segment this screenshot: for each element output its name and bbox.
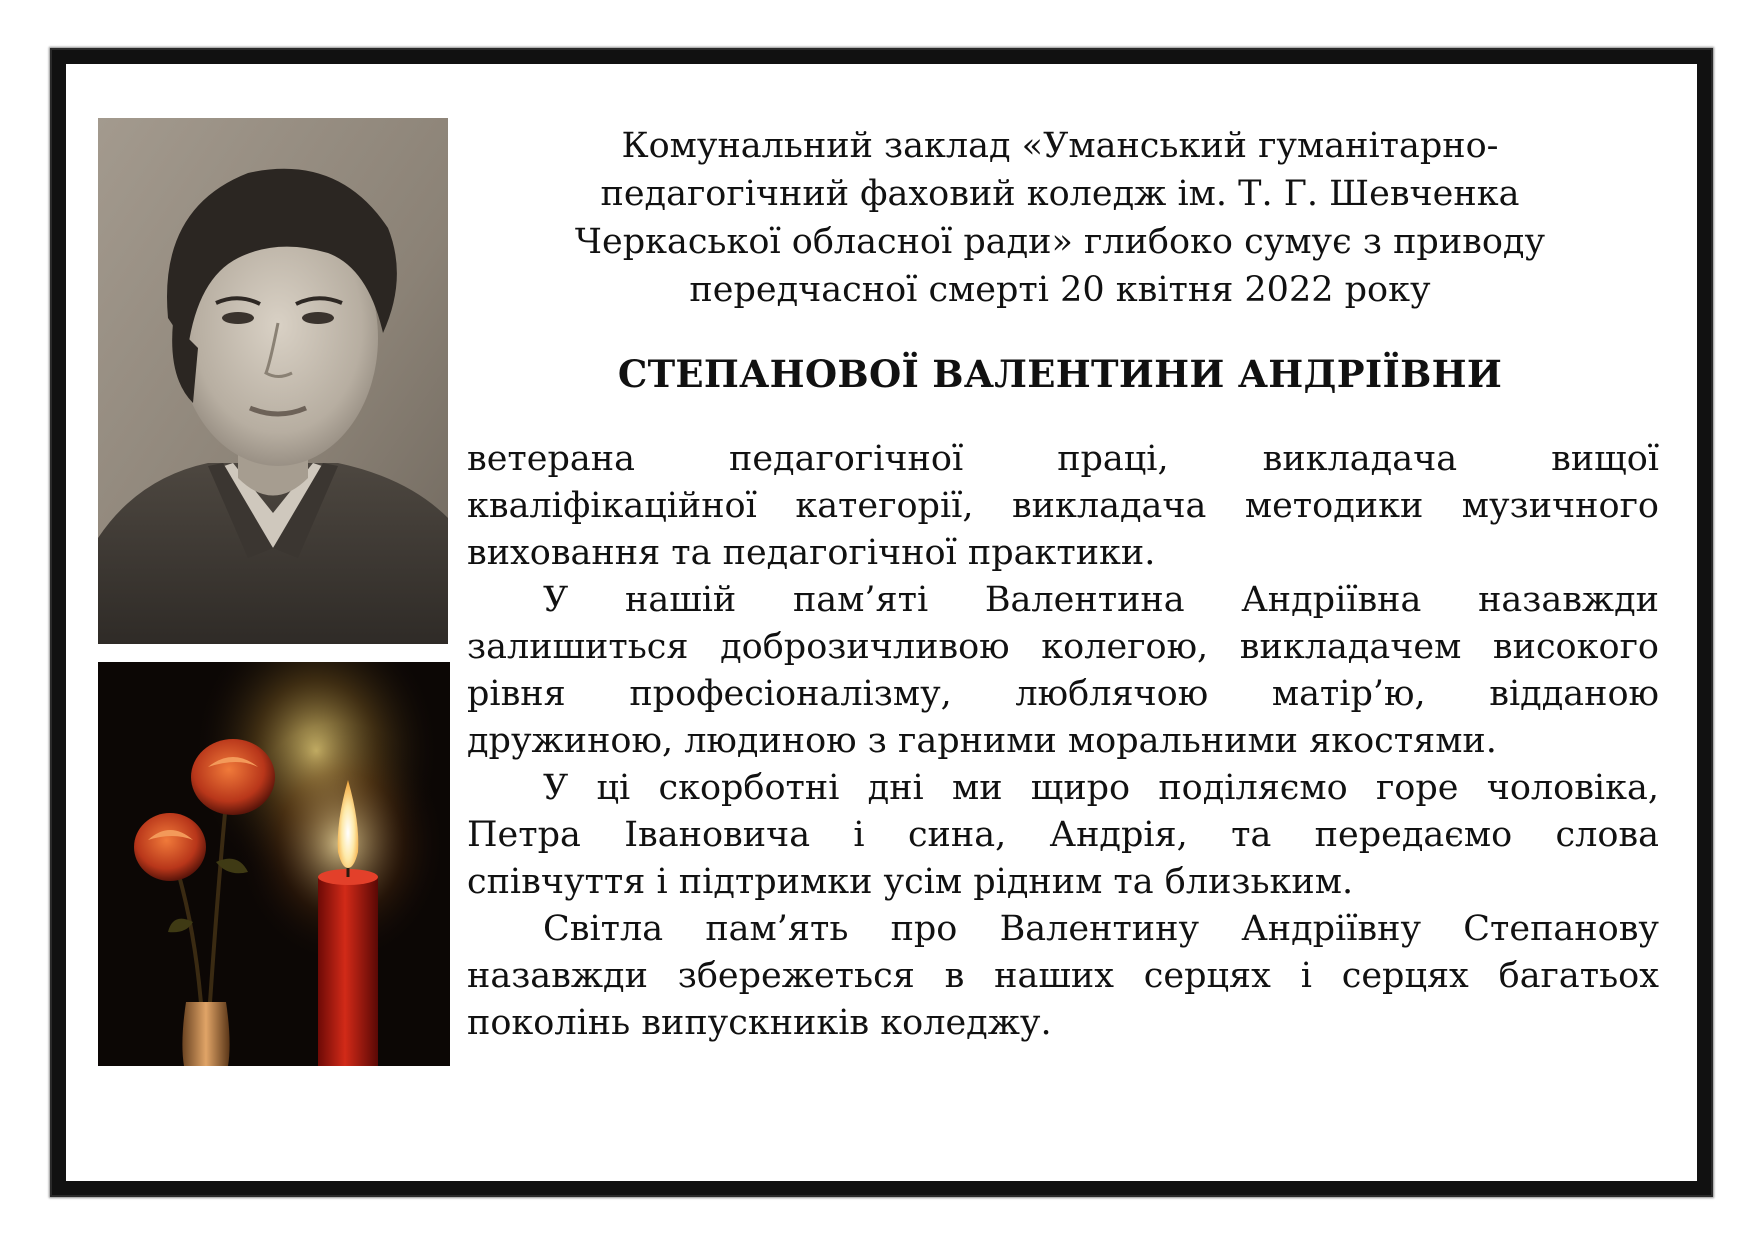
deceased-name: СТЕПАНОВОЇ ВАЛЕНТИНИ АНДРІЇВНИ xyxy=(617,352,1503,396)
text-line: виховання та педагогічної практики. xyxy=(467,533,1156,573)
text-line: залишиться доброзичливою колегою, викладачем високого xyxy=(467,627,1659,667)
text-line: Петра Івановича і сина, Андрія, та передаємо слова xyxy=(467,815,1659,855)
obituary-text xyxy=(467,436,1659,1047)
portrait-photo xyxy=(98,118,448,644)
announcement-header xyxy=(470,122,1650,314)
paragraph-1 xyxy=(467,436,1659,577)
text-line: ветерана педагогічної праці, викладача вищої xyxy=(467,439,1659,479)
header-line: Комунальний заклад «Уманський гуманітарно- xyxy=(621,126,1499,166)
text-line: дружиною, людиною з гарними моральними якостями. xyxy=(467,721,1497,761)
text-line: кваліфікаційної категорії, викладача методики музичного xyxy=(467,486,1659,526)
header-line: Черкаської обласної ради» глибоко сумує з приводу xyxy=(574,222,1546,262)
paragraph-4 xyxy=(467,906,1659,1047)
candle-roses-image xyxy=(98,662,450,1066)
portrait-image xyxy=(98,118,448,644)
text-line: назавжди збережеться в наших серцях і серцях багатьох xyxy=(467,956,1659,996)
paragraph-3 xyxy=(467,765,1659,906)
paragraph-2 xyxy=(467,577,1659,765)
text-line: поколінь випускників коледжу. xyxy=(467,1003,1052,1043)
text-line: У нашій пам’яті Валентина Андріївна назавжди xyxy=(543,580,1659,620)
text-line: співчуття і підтримки усім рідним та близьким. xyxy=(467,862,1354,902)
header-line: передчасної смерті 20 квітня 2022 року xyxy=(689,270,1431,310)
text-line: рівня професіоналізму, люблячою матір’ю, відданою xyxy=(467,674,1659,714)
candle-roses-photo xyxy=(98,662,450,1066)
text-line: Світла пам’ять про Валентину Андріївну Степанову xyxy=(543,909,1659,949)
text-line: У ці скорботні дні ми щиро поділяємо горе чоловіка, xyxy=(543,768,1659,808)
header-line: педагогічний фаховий коледж ім. Т. Г. Шевченка xyxy=(600,174,1520,214)
